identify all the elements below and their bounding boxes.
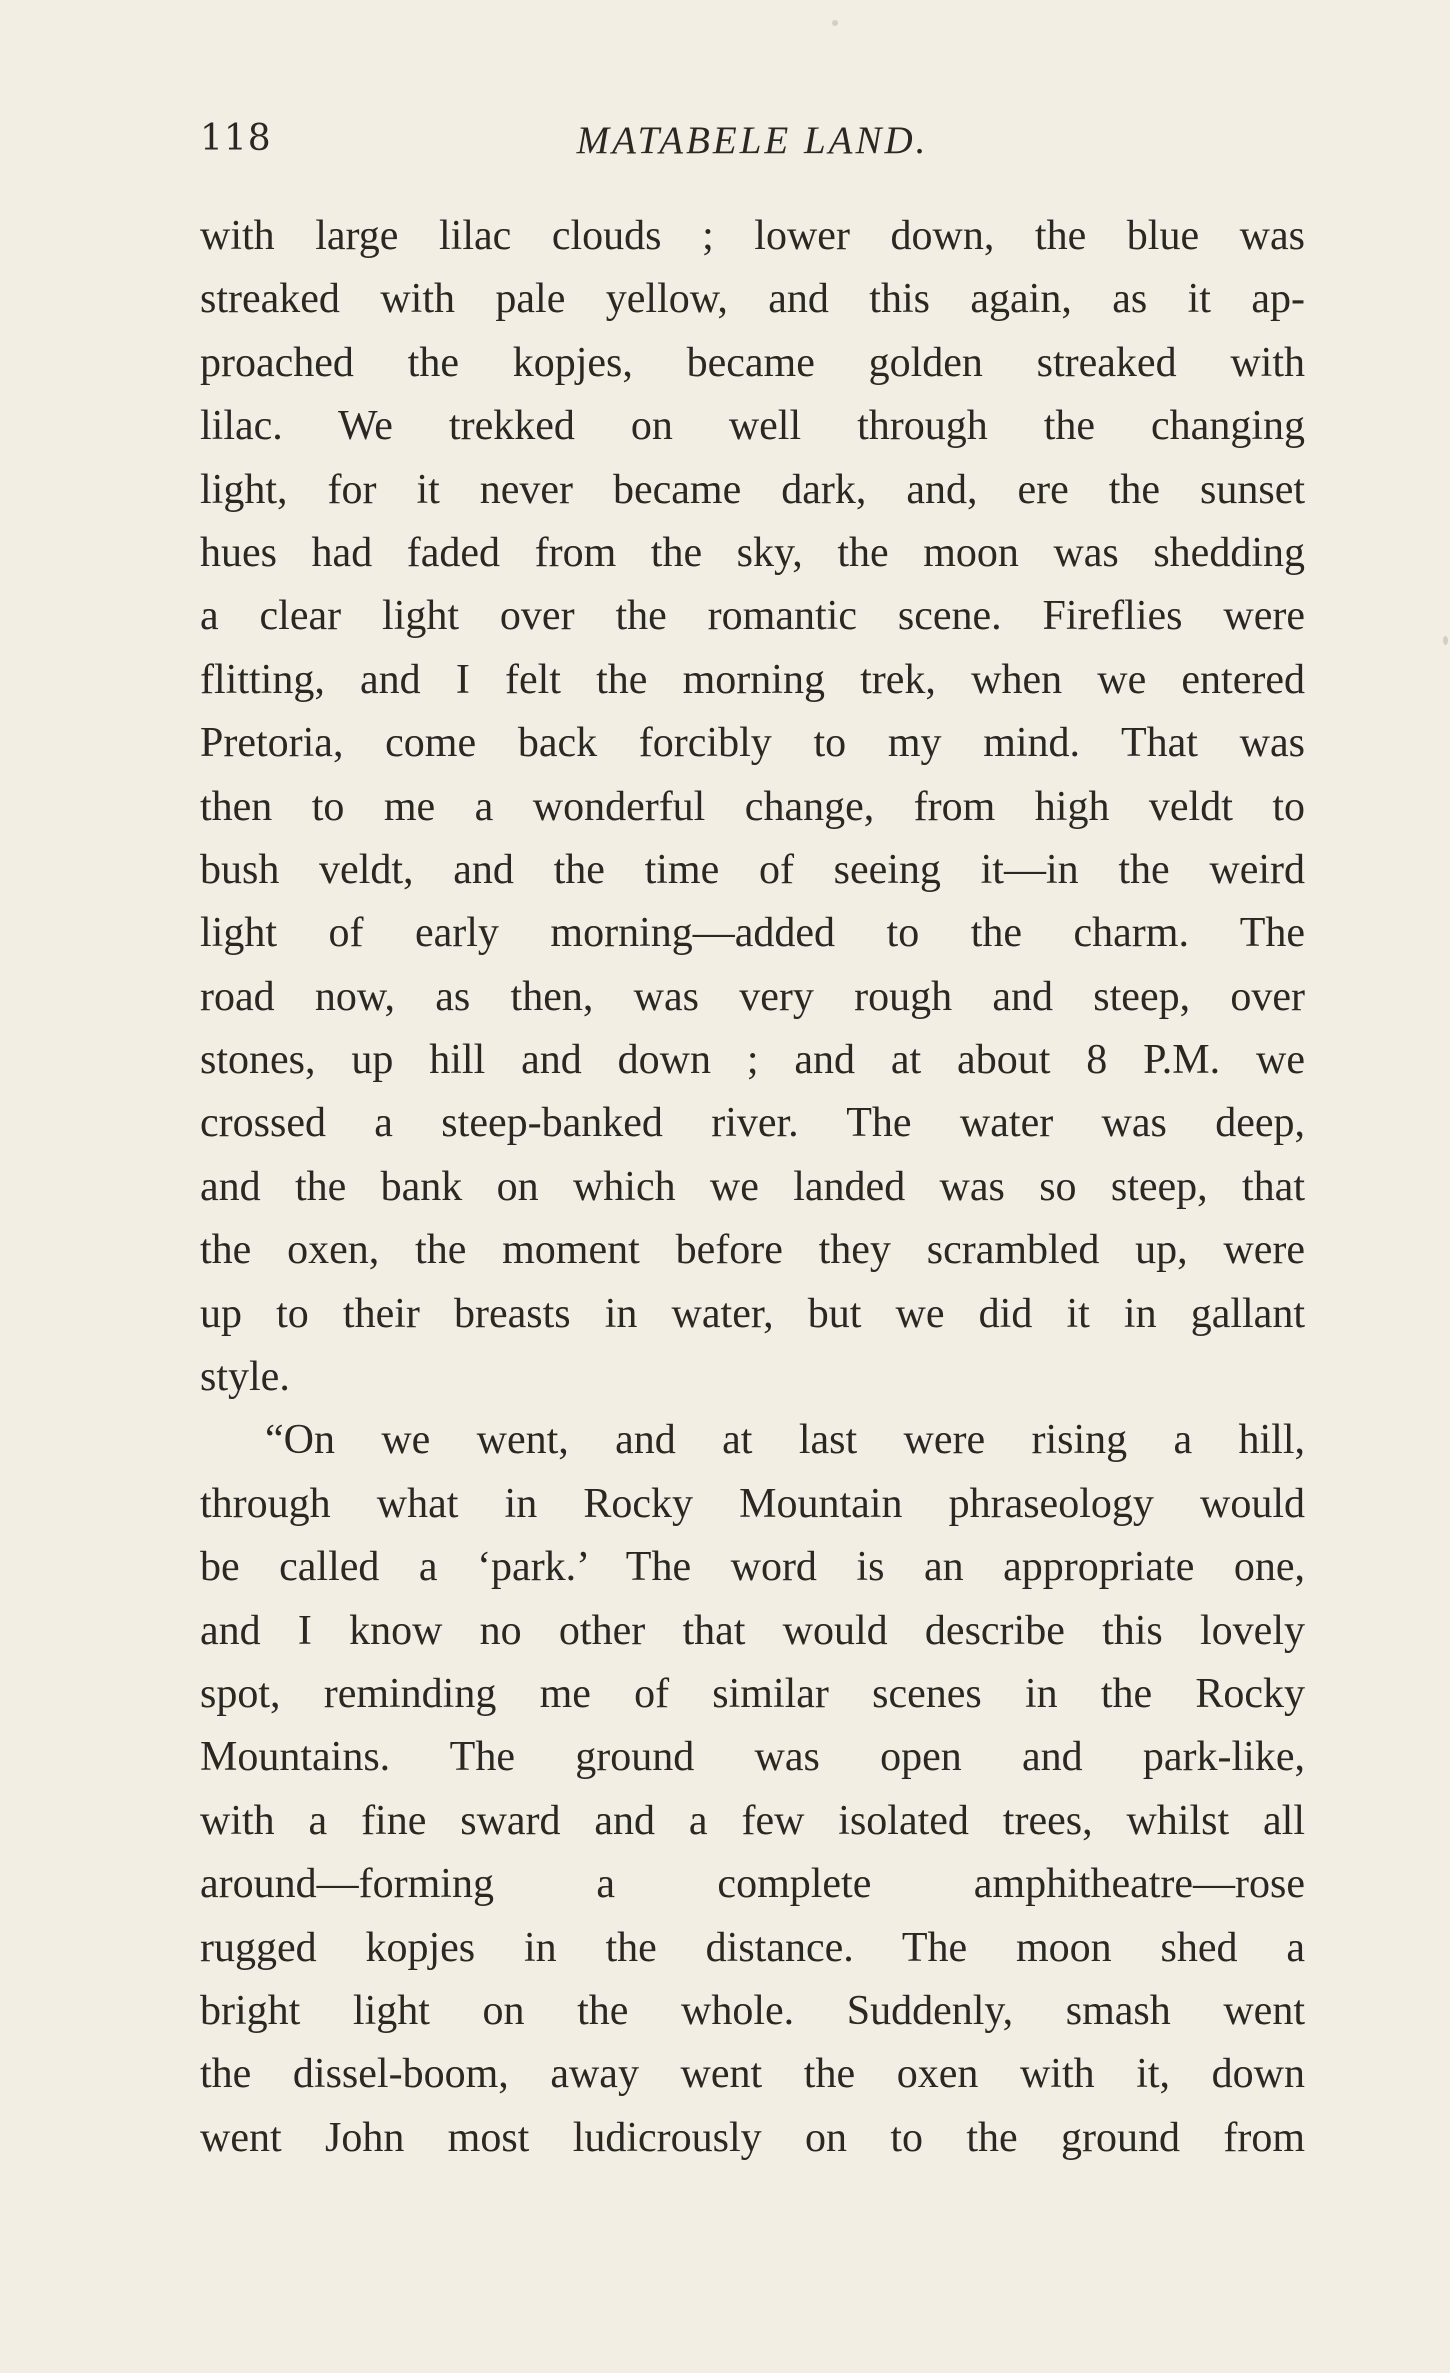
- text-line: the oxen, the moment before they scrambled up, were: [200, 1227, 1305, 1274]
- text-line: Mountains. The ground was open and park-like,: [200, 1734, 1305, 1781]
- text-line: be called a ‘park.’ The word is an appropriate one,: [200, 1544, 1305, 1591]
- text-line: through what in Rocky Mountain phraseology would: [200, 1480, 1305, 1527]
- text-line: crossed a steep-banked river. The water was deep,: [200, 1100, 1305, 1147]
- text-line: went John most ludicrously on to the ground from: [200, 2114, 1305, 2161]
- text-line: road now, as then, was very rough and steep, over: [200, 973, 1305, 1020]
- text-line: Pretoria, come back forcibly to my mind. That was: [200, 720, 1305, 767]
- text-line: with large lilac clouds ; lower down, the blue was: [200, 213, 1305, 259]
- text-line: light of early morning—added to the charm. The: [200, 910, 1305, 957]
- text-line: then to me a wonderful change, from high veldt to: [200, 783, 1305, 830]
- body-text: [200, 205, 1305, 2170]
- paper-speck: [1443, 636, 1448, 645]
- paper-speck: [832, 20, 838, 26]
- text-line: bright light on the whole. Suddenly, smash went: [200, 1987, 1305, 2034]
- text-line: stones, up hill and down ; and at about 8 P.M. we: [200, 1037, 1305, 1084]
- text-line: style.: [200, 1354, 290, 1401]
- text-line: “On we went, and at last were rising a hill,: [265, 1417, 1305, 1464]
- text-line: bush veldt, and the time of seeing it—in the weird: [200, 846, 1305, 893]
- text-line: hues had faded from the sky, the moon was shedding: [200, 529, 1305, 576]
- text-line: the dissel-boom, away went the oxen with it, down: [200, 2051, 1305, 2098]
- text-line: up to their breasts in water, but we did it in gallant: [200, 1290, 1305, 1337]
- text-line: with a fine sward and a few isolated trees, whilst all: [200, 1797, 1305, 1844]
- text-line: around—forming a complete amphitheatre—rose: [200, 1861, 1305, 1908]
- text-line: flitting, and I felt the morning trek, when we entered: [200, 656, 1305, 703]
- text-line: lilac. We trekked on well through the changing: [200, 403, 1305, 450]
- text-line: and I know no other that would describe this lovely: [200, 1607, 1305, 1654]
- running-head: MATABELE LAND.: [576, 119, 929, 162]
- text-line: rugged kopjes in the distance. The moon shed a: [200, 1924, 1305, 1971]
- text-line: proached the kopjes, became golden streaked with: [200, 339, 1305, 386]
- text-line: light, for it never became dark, and, ere the sunset: [200, 466, 1305, 513]
- page-number: 118: [200, 118, 272, 159]
- text-line: streaked with pale yellow, and this again, as it ap-: [200, 276, 1305, 323]
- page-header: [200, 118, 1305, 174]
- text-line: spot, reminding me of similar scenes in the Rocky: [200, 1670, 1305, 1717]
- text-line: and the bank on which we landed was so steep, that: [200, 1163, 1305, 1210]
- text-line: a clear light over the romantic scene. Fireflies were: [200, 593, 1305, 640]
